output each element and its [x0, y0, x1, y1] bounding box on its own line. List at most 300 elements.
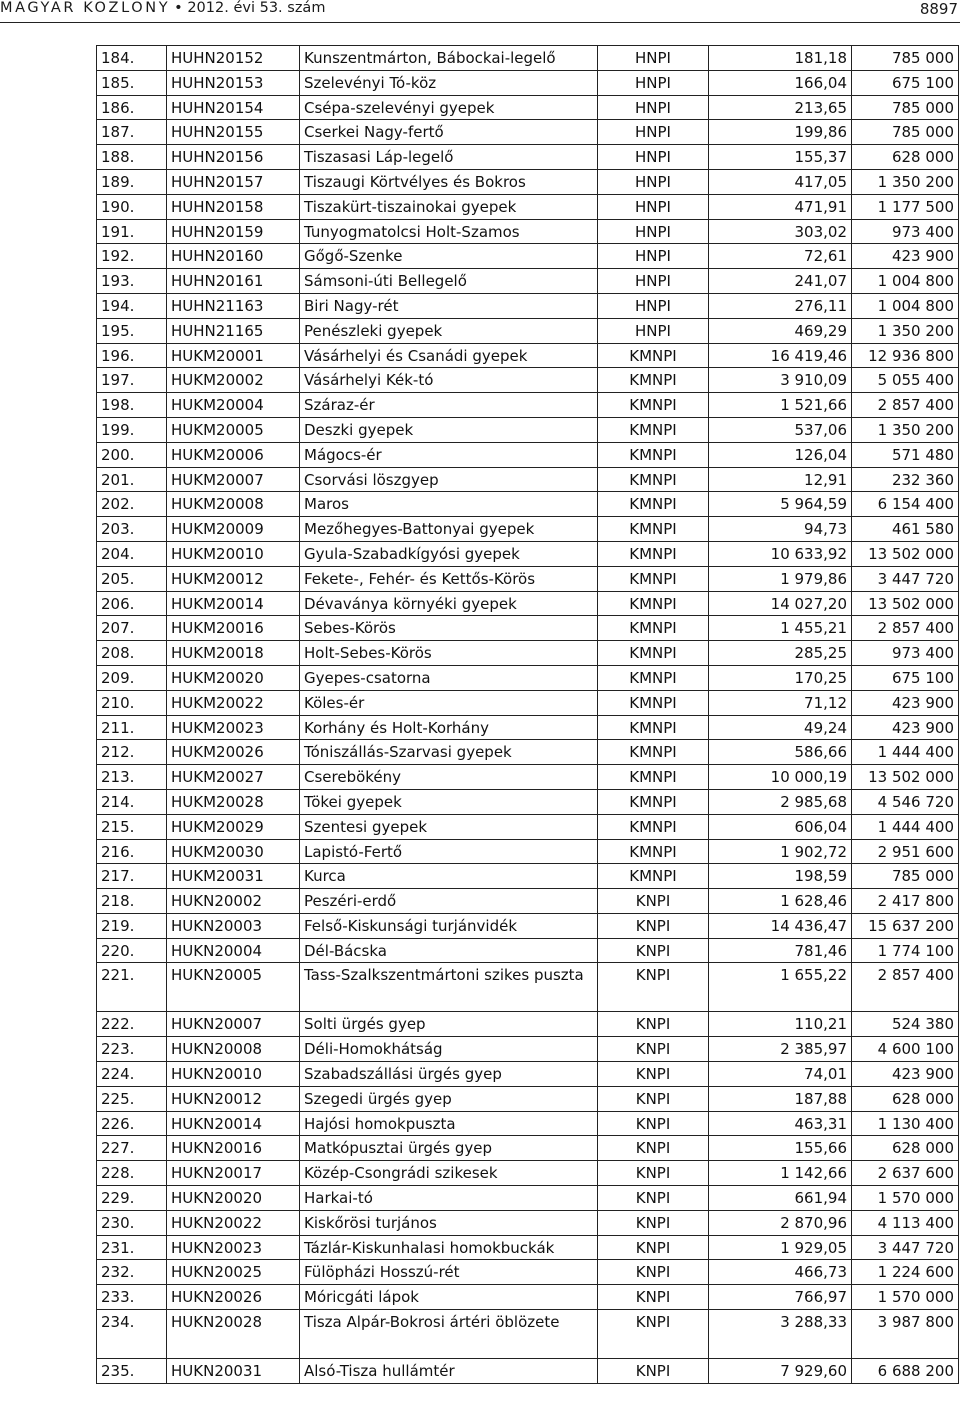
row-number: 188. [97, 145, 167, 170]
area-value: 463,31 [709, 1111, 852, 1136]
site-code: HUKN20005 [167, 963, 300, 1012]
area-value: 166,04 [709, 70, 852, 95]
directorate: KNPI [598, 1111, 709, 1136]
directorate: KMNPI [598, 442, 709, 467]
site-name: Fekete-, Fehér- és Kettős-Körös [300, 566, 598, 591]
site-code: HUKM20014 [167, 591, 300, 616]
site-code: HUKM20001 [167, 343, 300, 368]
site-name: Mezőhegyes-Battonyai gyepek [300, 517, 598, 542]
table-row [97, 690, 959, 715]
table-row [97, 70, 959, 95]
site-name: Közép-Csongrádi szikesek [300, 1161, 598, 1186]
table-row [97, 591, 959, 616]
table-row [97, 393, 959, 418]
table-row [97, 1235, 959, 1260]
row-number: 194. [97, 293, 167, 318]
site-code: HUHN20152 [167, 46, 300, 71]
directorate: KMNPI [598, 368, 709, 393]
site-name: Mágocs-ér [300, 442, 598, 467]
site-name: Vásárhelyi és Csanádi gyepek [300, 343, 598, 368]
directorate: KMNPI [598, 467, 709, 492]
site-name: Fülöpházi Hosszú-rét [300, 1260, 598, 1285]
table-row [97, 913, 959, 938]
amount-value: 628 000 [852, 1136, 959, 1161]
area-value: 2 385,97 [709, 1037, 852, 1062]
directorate: KNPI [598, 1186, 709, 1211]
row-number: 224. [97, 1062, 167, 1087]
site-code: HUKM20023 [167, 715, 300, 740]
row-number: 191. [97, 219, 167, 244]
table-row [97, 120, 959, 145]
site-name: Móricgáti lápok [300, 1285, 598, 1310]
area-value: 781,46 [709, 938, 852, 963]
site-code: HUKM20009 [167, 517, 300, 542]
site-code: HUKM20012 [167, 566, 300, 591]
area-value: 213,65 [709, 95, 852, 120]
row-number: 200. [97, 442, 167, 467]
directorate: KMNPI [598, 789, 709, 814]
row-number: 190. [97, 194, 167, 219]
row-number: 201. [97, 467, 167, 492]
table-row [97, 1260, 959, 1285]
site-name: Csorvási löszgyep [300, 467, 598, 492]
amount-value: 2 951 600 [852, 839, 959, 864]
site-code: HUKN20023 [167, 1235, 300, 1260]
amount-value: 628 000 [852, 1086, 959, 1111]
directorate: KMNPI [598, 740, 709, 765]
directorate: KNPI [598, 1310, 709, 1359]
site-name: Tiszakürt-tiszainokai gyepek [300, 194, 598, 219]
row-number: 230. [97, 1210, 167, 1235]
directorate: KNPI [598, 913, 709, 938]
site-name: Szelevényi Tó-köz [300, 70, 598, 95]
directorate: HNPI [598, 219, 709, 244]
table-row [97, 789, 959, 814]
site-name: Sámsoni-úti Bellegelő [300, 269, 598, 294]
directorate: KNPI [598, 1037, 709, 1062]
area-value: 12,91 [709, 467, 852, 492]
row-number: 222. [97, 1012, 167, 1037]
area-value: 417,05 [709, 169, 852, 194]
directorate: HNPI [598, 95, 709, 120]
amount-value: 13 502 000 [852, 541, 959, 566]
amount-value: 2 857 400 [852, 393, 959, 418]
site-code: HUHN20156 [167, 145, 300, 170]
row-number: 235. [97, 1359, 167, 1384]
area-value: 14 027,20 [709, 591, 852, 616]
table-row [97, 839, 959, 864]
area-value: 10 000,19 [709, 765, 852, 790]
amount-value: 1 570 000 [852, 1285, 959, 1310]
site-name: Tass-Szalkszentmártoni szikes puszta [300, 963, 598, 1012]
site-name: Tunyogmatolcsi Holt-Szamos [300, 219, 598, 244]
table-row [97, 1310, 959, 1359]
amount-value: 461 580 [852, 517, 959, 542]
area-value: 766,97 [709, 1285, 852, 1310]
table-row [97, 715, 959, 740]
table-row [97, 541, 959, 566]
site-code: HUHN20154 [167, 95, 300, 120]
amount-value: 232 360 [852, 467, 959, 492]
area-value: 49,24 [709, 715, 852, 740]
area-value: 471,91 [709, 194, 852, 219]
amount-value: 1 004 800 [852, 293, 959, 318]
directorate: KMNPI [598, 715, 709, 740]
table-row [97, 343, 959, 368]
area-value: 661,94 [709, 1186, 852, 1211]
directorate: HNPI [598, 169, 709, 194]
area-value: 187,88 [709, 1086, 852, 1111]
row-number: 229. [97, 1186, 167, 1211]
amount-value: 785 000 [852, 120, 959, 145]
site-name: Vásárhelyi Kék-tó [300, 368, 598, 393]
directorate: KMNPI [598, 814, 709, 839]
table-row [97, 765, 959, 790]
row-number: 232. [97, 1260, 167, 1285]
table-row [97, 145, 959, 170]
row-number: 209. [97, 665, 167, 690]
site-code: HUKN20022 [167, 1210, 300, 1235]
site-name: Gyepes-csatorna [300, 665, 598, 690]
site-code: HUKM20018 [167, 641, 300, 666]
area-value: 276,11 [709, 293, 852, 318]
row-number: 211. [97, 715, 167, 740]
amount-value: 785 000 [852, 46, 959, 71]
site-code: HUHN20153 [167, 70, 300, 95]
directorate: KMNPI [598, 665, 709, 690]
site-code: HUHN20157 [167, 169, 300, 194]
area-value: 241,07 [709, 269, 852, 294]
amount-value: 5 055 400 [852, 368, 959, 393]
area-value: 71,12 [709, 690, 852, 715]
table-row [97, 566, 959, 591]
row-number: 195. [97, 318, 167, 343]
site-name: Holt-Sebes-Körös [300, 641, 598, 666]
area-value: 303,02 [709, 219, 852, 244]
amount-value: 423 900 [852, 690, 959, 715]
row-number: 228. [97, 1161, 167, 1186]
site-name: Dél-Bácska [300, 938, 598, 963]
table-row [97, 864, 959, 889]
page-number: 8897 [919, 0, 958, 18]
row-number: 234. [97, 1310, 167, 1359]
amount-value: 524 380 [852, 1012, 959, 1037]
site-name: Tiszaugi Körtvélyes és Bokros [300, 169, 598, 194]
directorate: HNPI [598, 145, 709, 170]
table-row [97, 46, 959, 71]
table-row [97, 517, 959, 542]
amount-value: 4 113 400 [852, 1210, 959, 1235]
area-value: 1 655,22 [709, 963, 852, 1012]
amount-value: 1 004 800 [852, 269, 959, 294]
amount-value: 785 000 [852, 95, 959, 120]
journal-name: MAGYAR KÖZLÖNY [0, 0, 171, 16]
row-number: 193. [97, 269, 167, 294]
table-row [97, 740, 959, 765]
directorate: KNPI [598, 1210, 709, 1235]
table-row [97, 665, 959, 690]
directorate: KMNPI [598, 517, 709, 542]
directorate: KNPI [598, 1285, 709, 1310]
amount-value: 2 637 600 [852, 1161, 959, 1186]
site-code: HUKM20006 [167, 442, 300, 467]
site-name: Cserebökény [300, 765, 598, 790]
site-name: Köles-ér [300, 690, 598, 715]
area-value: 285,25 [709, 641, 852, 666]
site-code: HUKN20003 [167, 913, 300, 938]
site-code: HUHN21165 [167, 318, 300, 343]
area-value: 1 979,86 [709, 566, 852, 591]
row-number: 217. [97, 864, 167, 889]
site-code: HUKN20031 [167, 1359, 300, 1384]
table-row [97, 1161, 959, 1186]
site-name: Szentesi gyepek [300, 814, 598, 839]
site-code: HUKN20026 [167, 1285, 300, 1310]
site-name: Biri Nagy-rét [300, 293, 598, 318]
directorate: KMNPI [598, 417, 709, 442]
site-name: Maros [300, 492, 598, 517]
table-row [97, 318, 959, 343]
directorate: KNPI [598, 1012, 709, 1037]
directorate: HNPI [598, 244, 709, 269]
table-row [97, 368, 959, 393]
table-row [97, 814, 959, 839]
site-name: Hajósi homokpuszta [300, 1111, 598, 1136]
row-number: 204. [97, 541, 167, 566]
row-number: 214. [97, 789, 167, 814]
directorate: HNPI [598, 46, 709, 71]
table-row [97, 169, 959, 194]
directorate: KNPI [598, 1086, 709, 1111]
row-number: 213. [97, 765, 167, 790]
table-row [97, 492, 959, 517]
site-code: HUHN20155 [167, 120, 300, 145]
directorate: KNPI [598, 1161, 709, 1186]
row-number: 233. [97, 1285, 167, 1310]
site-name: Száraz-ér [300, 393, 598, 418]
row-number: 198. [97, 393, 167, 418]
row-number: 185. [97, 70, 167, 95]
directorate: KMNPI [598, 566, 709, 591]
site-code: HUKM20027 [167, 765, 300, 790]
site-code: HUKN20025 [167, 1260, 300, 1285]
area-value: 3 288,33 [709, 1310, 852, 1359]
row-number: 221. [97, 963, 167, 1012]
directorate: KNPI [598, 938, 709, 963]
row-number: 187. [97, 120, 167, 145]
amount-value: 13 502 000 [852, 765, 959, 790]
amount-value: 423 900 [852, 715, 959, 740]
directorate: KNPI [598, 1260, 709, 1285]
row-number: 231. [97, 1235, 167, 1260]
amount-value: 1 444 400 [852, 740, 959, 765]
table-row [97, 641, 959, 666]
site-code: HUKM20008 [167, 492, 300, 517]
site-code: HUKN20016 [167, 1136, 300, 1161]
site-name: Sebes-Körös [300, 616, 598, 641]
site-name: Cserkei Nagy-fertő [300, 120, 598, 145]
table-row [97, 1210, 959, 1235]
site-code: HUKM20010 [167, 541, 300, 566]
row-number: 202. [97, 492, 167, 517]
amount-value: 1 350 200 [852, 169, 959, 194]
site-name: Szegedi ürgés gyep [300, 1086, 598, 1111]
site-name: Kurca [300, 864, 598, 889]
directorate: KMNPI [598, 864, 709, 889]
table-row [97, 269, 959, 294]
site-code: HUKN20028 [167, 1310, 300, 1359]
table-row [97, 1111, 959, 1136]
row-number: 197. [97, 368, 167, 393]
row-number: 205. [97, 566, 167, 591]
directorate: KMNPI [598, 641, 709, 666]
site-code: HUKM20004 [167, 393, 300, 418]
area-value: 469,29 [709, 318, 852, 343]
row-number: 206. [97, 591, 167, 616]
table-row [97, 219, 959, 244]
table-row [97, 889, 959, 914]
row-number: 208. [97, 641, 167, 666]
amount-value: 1 130 400 [852, 1111, 959, 1136]
area-value: 14 436,47 [709, 913, 852, 938]
row-number: 199. [97, 417, 167, 442]
row-number: 189. [97, 169, 167, 194]
directorate: KMNPI [598, 541, 709, 566]
area-value: 110,21 [709, 1012, 852, 1037]
area-value: 5 964,59 [709, 492, 852, 517]
amount-value: 1 224 600 [852, 1260, 959, 1285]
table-row [97, 467, 959, 492]
directorate: KMNPI [598, 616, 709, 641]
amount-value: 15 637 200 [852, 913, 959, 938]
directorate: HNPI [598, 120, 709, 145]
area-value: 2 985,68 [709, 789, 852, 814]
amount-value: 571 480 [852, 442, 959, 467]
site-code: HUKN20020 [167, 1186, 300, 1211]
directorate: KMNPI [598, 393, 709, 418]
amount-value: 973 400 [852, 641, 959, 666]
site-name: Gőgő-Szenke [300, 244, 598, 269]
row-number: 219. [97, 913, 167, 938]
site-code: HUKM20029 [167, 814, 300, 839]
row-number: 226. [97, 1111, 167, 1136]
amount-value: 785 000 [852, 864, 959, 889]
directorate: KMNPI [598, 591, 709, 616]
site-code: HUHN21163 [167, 293, 300, 318]
amount-value: 423 900 [852, 1062, 959, 1087]
amount-value: 1 774 100 [852, 938, 959, 963]
directorate: KNPI [598, 963, 709, 1012]
site-code: HUKN20002 [167, 889, 300, 914]
site-name: Kunszentmárton, Bábockai-legelő [300, 46, 598, 71]
site-code: HUKN20004 [167, 938, 300, 963]
header-divider [0, 22, 960, 23]
site-name: Deszki gyepek [300, 417, 598, 442]
area-value: 3 910,09 [709, 368, 852, 393]
row-number: 186. [97, 95, 167, 120]
site-name: Alsó-Tisza hullámtér [300, 1359, 598, 1384]
table-row [97, 442, 959, 467]
amount-value: 1 350 200 [852, 417, 959, 442]
amount-value: 675 100 [852, 665, 959, 690]
area-value: 155,66 [709, 1136, 852, 1161]
sites-table-body [97, 46, 959, 1384]
row-number: 220. [97, 938, 167, 963]
site-name: Peszéri-erdő [300, 889, 598, 914]
directorate: KNPI [598, 1062, 709, 1087]
amount-value: 6 154 400 [852, 492, 959, 517]
amount-value: 13 502 000 [852, 591, 959, 616]
amount-value: 628 000 [852, 145, 959, 170]
area-value: 606,04 [709, 814, 852, 839]
site-name: Szabadszállási ürgés gyep [300, 1062, 598, 1087]
site-code: HUKM20028 [167, 789, 300, 814]
directorate: KNPI [598, 1235, 709, 1260]
amount-value: 973 400 [852, 219, 959, 244]
site-name: Penészleki gyepek [300, 318, 598, 343]
site-name: Tázlár-Kiskunhalasi homokbuckák [300, 1235, 598, 1260]
area-value: 7 929,60 [709, 1359, 852, 1384]
amount-value: 3 447 720 [852, 566, 959, 591]
table-row [97, 194, 959, 219]
site-name: Gyula-Szabadkígyósi gyepek [300, 541, 598, 566]
site-code: HUKN20007 [167, 1012, 300, 1037]
row-number: 218. [97, 889, 167, 914]
page-header [0, 0, 960, 30]
directorate: HNPI [598, 70, 709, 95]
directorate: HNPI [598, 194, 709, 219]
area-value: 1 142,66 [709, 1161, 852, 1186]
site-name: Korhány és Holt-Korhány [300, 715, 598, 740]
row-number: 223. [97, 1037, 167, 1062]
directorate: HNPI [598, 269, 709, 294]
journal-title [0, 0, 325, 16]
row-number: 227. [97, 1136, 167, 1161]
area-value: 1 929,05 [709, 1235, 852, 1260]
site-name: Tökei gyepek [300, 789, 598, 814]
site-code: HUKN20017 [167, 1161, 300, 1186]
row-number: 192. [97, 244, 167, 269]
area-value: 1 521,66 [709, 393, 852, 418]
site-code: HUKM20031 [167, 864, 300, 889]
site-name: Solti ürgés gyep [300, 1012, 598, 1037]
amount-value: 4 600 100 [852, 1037, 959, 1062]
area-value: 537,06 [709, 417, 852, 442]
directorate: KMNPI [598, 690, 709, 715]
amount-value: 423 900 [852, 244, 959, 269]
site-code: HUKM20005 [167, 417, 300, 442]
site-code: HUKM20022 [167, 690, 300, 715]
directorate: HNPI [598, 293, 709, 318]
table-row [97, 1012, 959, 1037]
site-name: Matkópusztai ürgés gyep [300, 1136, 598, 1161]
site-code: HUKN20010 [167, 1062, 300, 1087]
site-name: Csépa-szelevényi gyepek [300, 95, 598, 120]
area-value: 74,01 [709, 1062, 852, 1087]
amount-value: 4 546 720 [852, 789, 959, 814]
site-name: Tiszasasi Láp-legelő [300, 145, 598, 170]
site-name: Déli-Homokhátság [300, 1037, 598, 1062]
row-number: 203. [97, 517, 167, 542]
row-number: 210. [97, 690, 167, 715]
area-value: 1 628,46 [709, 889, 852, 914]
sites-table [96, 45, 959, 1384]
amount-value: 1 444 400 [852, 814, 959, 839]
amount-value: 1 177 500 [852, 194, 959, 219]
amount-value: 2 857 400 [852, 963, 959, 1012]
table-row [97, 1359, 959, 1384]
area-value: 16 419,46 [709, 343, 852, 368]
